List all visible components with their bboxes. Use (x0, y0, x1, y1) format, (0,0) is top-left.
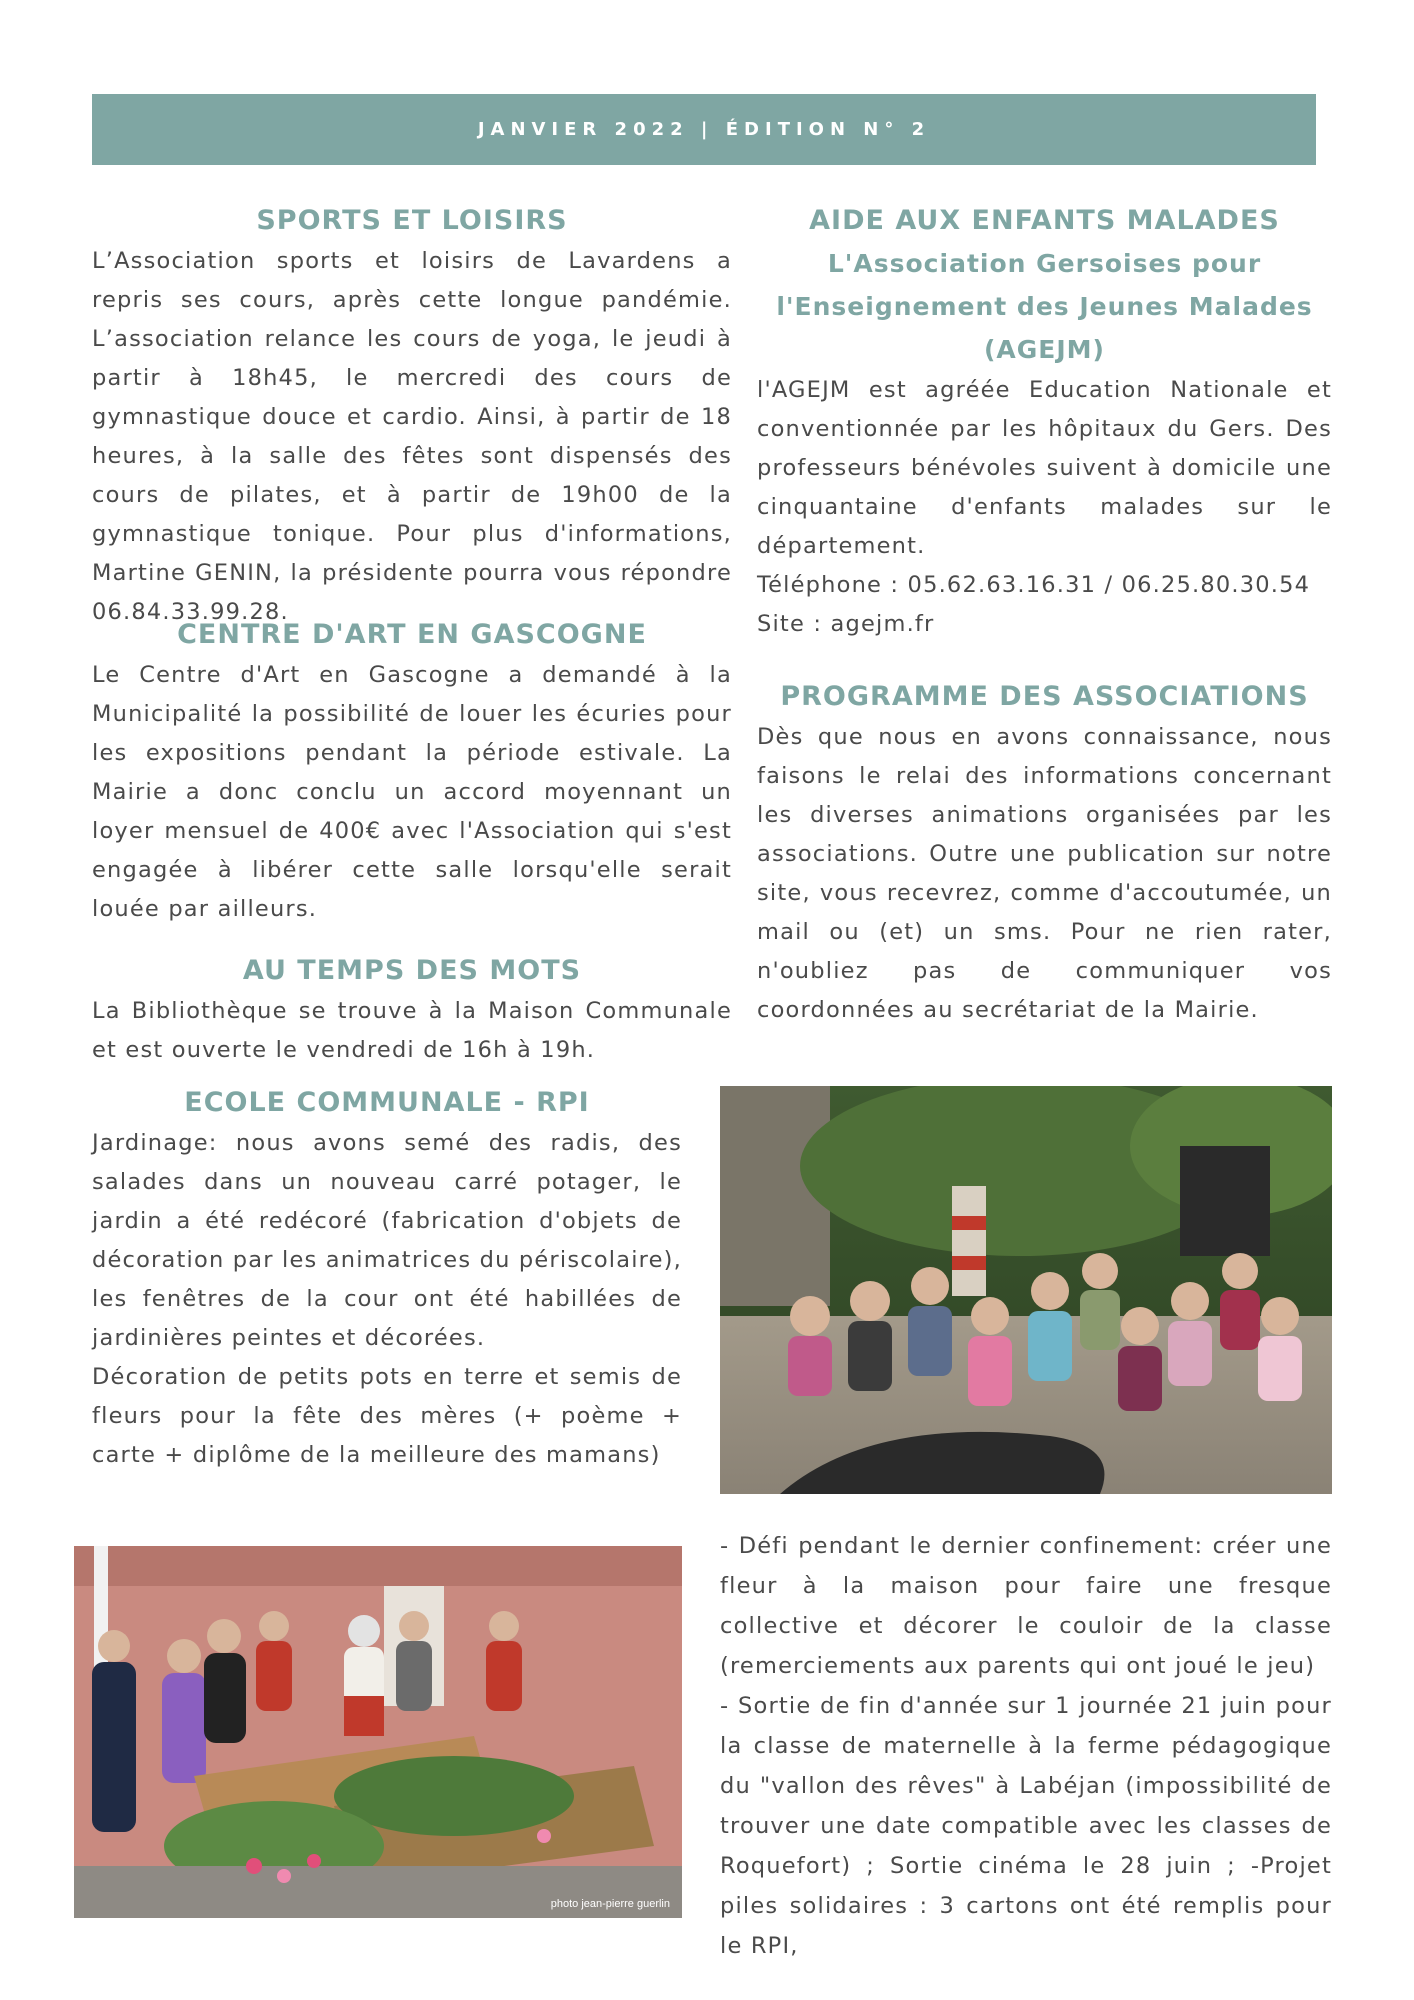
ecole-text-decoration: Décoration de petits pots en terre et semis de fleurs pour la fête des mères (+ poème + carte + diplôme de la meilleure des mamans) (92, 1364, 682, 1468)
aide-text: l'AGEJM est agréée Education Nationale et conventionnée par les hôpitaux du Gers. Des professeurs bénévoles suivent à domicile une cinquantaine d'enfants malades sur le département. (757, 377, 1332, 559)
mots-text: La Bibliothèque se trouve à la Maison Communale et est ouverte le vendredi de 16h à 19h. (92, 998, 732, 1063)
aide-title: AIDE AUX ENFANTS MALADES (809, 205, 1280, 236)
defi-text: - Défi pendant le dernier confinement: créer une fleur à la maison pour faire une fresque collective et décorer le couloir de la classe (remerciements aux parents qui ont joué le jeu) (720, 1533, 1332, 1679)
defi-section (720, 1526, 1332, 1966)
mots-section (92, 950, 732, 1070)
art-title: CENTRE D'ART EN GASCOGNE (177, 619, 647, 650)
art-section (92, 614, 732, 929)
aide-section (757, 200, 1332, 644)
garden-visit-photo (74, 1546, 682, 1918)
mots-title: AU TEMPS DES MOTS (242, 955, 582, 986)
ecole-section (92, 1082, 682, 1475)
garden-visit-image (74, 1546, 682, 1918)
sortie-text: - Sortie de fin d'année sur 1 journée 21 juin pour la classe de maternelle à la ferme pédagogique du "vallon des rêves" à Labéjan (impossibilité de trouver une date compatible avec les classes de Roquefort) ; Sortie cinéma le 28 juin ; -Projet piles solidaires : 3 cartons ont été remplis pour le RPI, (720, 1693, 1332, 1959)
ecole-text-gardening: Jardinage: nous avons semé des radis, des salades dans un nouveau carré potager, le jardin a été redécoré (fabrication d'objets de décoration par les animatrices du périscolaire), les fenêtres de la cour ont été habillées de jardinières peintes et décorées. (92, 1130, 683, 1351)
photo-credit: photo jean-pierre guerlin (550, 1898, 670, 1910)
children-group-photo (720, 1086, 1332, 1494)
edition-banner: JANVIER 2022 | ÉDITION N° 2 (92, 94, 1316, 165)
programme-text: Dès que nous en avons connaissance, nous faisons le relai des informations concernant les diverses animations organisées par les associations. Outre une publication sur notre site, vous recevrez, comme d'accoutumée, un mail ou (et) un sms. Pour ne rien rater, n'oubliez pas de communiquer vos coordonnées au secrétariat de la Mairie. (757, 724, 1332, 1023)
ecole-title: ECOLE COMMUNALE - RPI (184, 1087, 590, 1118)
children-group-image (720, 1086, 1332, 1494)
sports-title: SPORTS ET LOISIRS (256, 205, 568, 236)
programme-section (757, 676, 1332, 1030)
aide-site: Site : agejm.fr (757, 611, 935, 637)
aide-subtitle: L'Association Gersoises pour l'Enseignement des Jeunes Malades (AGEJM) (776, 249, 1313, 364)
sports-section (92, 200, 732, 632)
programme-title: PROGRAMME DES ASSOCIATIONS (780, 681, 1309, 712)
sports-text: L’Association sports et loisirs de Lavardens a repris ses cours, après cette longue pandémie. L’association relance les cours de yoga, le jeudi à partir à 18h45, le mercredi des cours de gymnastique douce et cardio. Ainsi, à partir de 18 heures, à la salle des fêtes sont dispensés des cours de pilates, et à partir de 19h00 de la gymnastique tonique. Pour plus d'informations, Martine GENIN, la présidente pourra vous répondre 06.84.33.99.28. (92, 248, 732, 625)
art-text: Le Centre d'Art en Gascogne a demandé à la Municipalité la possibilité de louer les écuries pour les expositions pendant la période estivale. La Mairie a donc conclu un accord moyennant un loyer mensuel de 400€ avec l'Association qui s'est engagée à libérer cette salle lorsqu'elle serait louée par ailleurs. (92, 662, 732, 922)
aide-phone: Téléphone : 05.62.63.16.31 / 06.25.80.30.54 (757, 572, 1311, 598)
